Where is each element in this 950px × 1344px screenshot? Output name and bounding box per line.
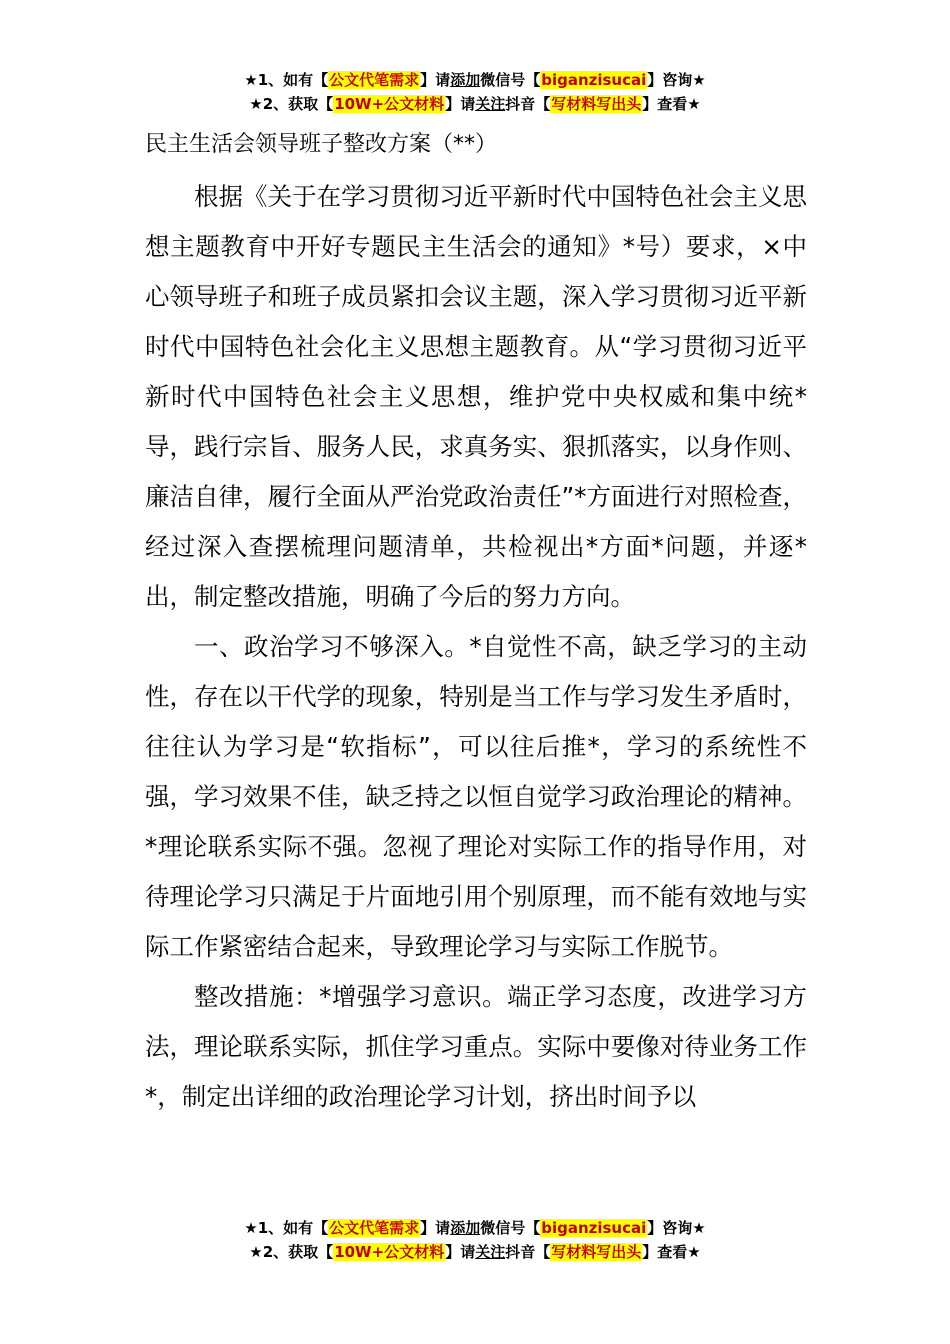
banner-highlight: 10W+公文材料 — [334, 1243, 445, 1261]
banner-underlined: 关注 — [475, 1243, 506, 1261]
paragraph-issue-1: 一、政治学习不够深入。*自觉性不高，缺乏学习的主动性，存在以干代学的现象，特别是当工作与学习发生矛盾时，往往认为学习是“软指标”，可以往后推*，学习的系统性不强，学习效果不佳，缺乏持之以恒自觉学习政治理论的精神。*理论联系实际不强。忽视了理论对实际工作的指导作用，对待理论学习只满足于片面地引用个别原理，而不能有效地与实际工作紧密结合起来，导致理论学习与实际工作脱节。 — [145, 632, 807, 961]
paragraph-intro: 根据《关于在学习贯彻习近平新时代中国特色社会主义思想主题教育中开好专题民主生活会的通知》*号）要求，×中心领导班子和班子成员紧扣会议主题，深入学习贯彻习近平新时代中国特色社会化主义思想主题教育。从“学习贯彻习近平新时代中国特色社会主义思想，维护党中央权威和集中统*导，践行宗旨、服务人民，求真务实、狠抓落实，以身作则、廉洁自律，履行全面从严治党政治责任”*方面进行对照检查，经过深入查摆梳理问题清单，共检视出*方面*问题，并逐*出，制定整改措施，明确了今后的努力方向。 — [145, 182, 807, 611]
banner-underlined: 关注 — [475, 95, 506, 113]
header-banner — [0, 68, 950, 116]
banner-text: ★1、如有【 — [244, 1219, 329, 1237]
banner-highlight: 公文代笔需求 — [329, 1219, 420, 1237]
banner-text: 】查看★ — [642, 1243, 701, 1261]
banner-text: 微信号【 — [480, 71, 541, 89]
banner-text: 抖音【 — [505, 95, 551, 113]
paragraph-measures: 整改措施：*增强学习意识。端正学习态度，改进学习方法，理论联系实际，抓住学习重点。实际中要像对待业务工作*，制定出详细的政治理论学习计划，挤出时间予以 — [145, 982, 807, 1111]
banner-text: 微信号【 — [480, 1219, 541, 1237]
banner-highlight: 公文代笔需求 — [329, 71, 420, 89]
banner-line-1 — [0, 68, 950, 92]
banner-line-1 — [0, 1216, 950, 1240]
banner-text: ★2、获取【 — [249, 95, 334, 113]
banner-text: 】咨询★ — [647, 71, 706, 89]
banner-highlight: 写材料写出头 — [551, 95, 642, 113]
banner-line-2 — [0, 92, 950, 116]
banner-text: 】请 — [420, 1219, 451, 1237]
banner-line-2 — [0, 1240, 950, 1264]
banner-text: 】咨询★ — [647, 1219, 706, 1237]
banner-highlight: biganzisucai — [541, 71, 647, 89]
banner-underlined: 添加 — [450, 1219, 481, 1237]
banner-text: 】查看★ — [642, 95, 701, 113]
banner-text: 抖音【 — [505, 1243, 551, 1261]
banner-text: ★1、如有【 — [244, 71, 329, 89]
banner-text: ★2、获取【 — [249, 1243, 334, 1261]
banner-highlight: biganzisucai — [541, 1219, 647, 1237]
document-title: 民主生活会领导班子整改方案（**） — [145, 132, 498, 157]
banner-text: 】请 — [420, 71, 451, 89]
banner-underlined: 添加 — [450, 71, 481, 89]
banner-text: 】请 — [445, 1243, 476, 1261]
footer-banner — [0, 1216, 950, 1264]
banner-highlight: 写材料写出头 — [551, 1243, 642, 1261]
document-body — [145, 172, 807, 1122]
banner-text: 】请 — [445, 95, 476, 113]
banner-highlight: 10W+公文材料 — [334, 95, 445, 113]
